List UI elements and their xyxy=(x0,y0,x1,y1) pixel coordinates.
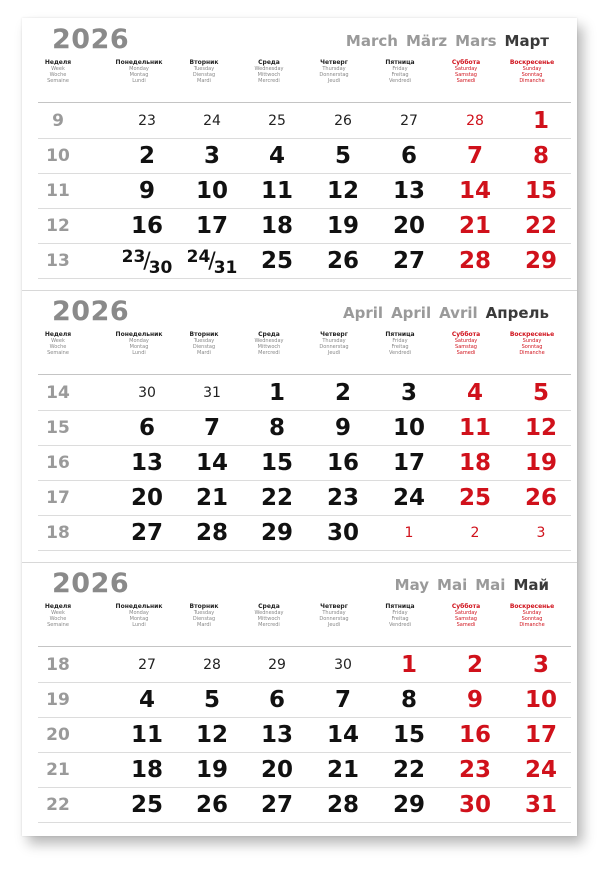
year-label: 2026 xyxy=(52,568,130,599)
weekday-name-translation: Semaine xyxy=(47,78,69,84)
weekday-name-translation: Jeudi xyxy=(327,350,341,356)
weekday-name-translation: Woche xyxy=(49,344,67,350)
day-cell[interactable]: 30 xyxy=(458,792,491,818)
weekday-header-cell xyxy=(499,604,565,628)
weekday-name-translation: Wednesday xyxy=(254,338,284,344)
month-names xyxy=(338,32,549,50)
weekday-name-translation: Lundi xyxy=(132,622,146,628)
day-cell[interactable]: 1 xyxy=(404,525,414,541)
day-number: 30 xyxy=(148,258,173,278)
weekday-name-ru: Вторник xyxy=(189,603,219,610)
day-number: 23 xyxy=(121,247,146,267)
day-cell[interactable]: 22 xyxy=(392,757,425,783)
day-number: 24 xyxy=(186,247,211,267)
weekday-name-ru: Пятница xyxy=(385,59,415,66)
weekday-name-ru: Четверг xyxy=(320,603,348,610)
weekday-header-cell xyxy=(301,604,367,628)
day-cell[interactable]: 21 xyxy=(458,213,491,239)
day-cell[interactable]: 29 xyxy=(392,792,425,818)
weekday-name-translation: Tuesday xyxy=(193,66,215,72)
day-cell[interactable]: 29 xyxy=(524,248,557,274)
day-cell[interactable] xyxy=(179,244,245,278)
weekday-name-ru: Вторник xyxy=(189,331,219,338)
weekday-header-cell xyxy=(301,332,367,356)
weekday-header-cell xyxy=(106,332,172,356)
weekday-header-cell xyxy=(236,60,302,84)
day-cell[interactable]: 19 xyxy=(326,213,359,239)
weekday-header-cell xyxy=(38,604,78,628)
day-cell[interactable]: 14 xyxy=(326,722,359,748)
year-label: 2026 xyxy=(52,296,130,327)
weekday-name-translation: Mittwoch xyxy=(257,72,281,78)
weekday-header-cell xyxy=(171,60,237,84)
weekday-header xyxy=(22,60,577,100)
weekday-name-translation: Jeudi xyxy=(327,622,341,628)
day-cell[interactable]: 4 xyxy=(138,687,155,713)
weekday-name-ru: Четверг xyxy=(320,331,348,338)
day-cell[interactable]: 2 xyxy=(138,143,155,169)
day-cell[interactable]: 16 xyxy=(326,450,359,476)
week-row xyxy=(38,788,571,823)
day-cell[interactable]: 2 xyxy=(334,380,351,406)
weekday-name-translation: Donnerstag xyxy=(319,72,349,78)
weekday-name-translation: Week xyxy=(51,338,65,344)
weekday-name-ru: Понедельник xyxy=(115,59,163,66)
weekday-name-translation: Wednesday xyxy=(254,610,284,616)
day-cell[interactable]: 13 xyxy=(260,722,293,748)
weekday-name-translation: Dimanche xyxy=(519,350,545,356)
week-number: 18 xyxy=(46,523,70,543)
day-cell[interactable]: 10 xyxy=(195,178,228,204)
day-cell[interactable]: 27 xyxy=(400,113,418,129)
weekday-name-ru: Неделя xyxy=(44,603,72,610)
day-cell[interactable]: 1 xyxy=(532,108,549,134)
weekday-name-translation: Donnerstag xyxy=(319,344,349,350)
day-cell[interactable]: 6 xyxy=(400,143,417,169)
day-cell[interactable]: 7 xyxy=(334,687,351,713)
day-cell[interactable]: 6 xyxy=(268,687,285,713)
day-cell[interactable]: 7 xyxy=(466,143,483,169)
weekday-name-translation: Friday xyxy=(392,610,408,616)
day-cell[interactable]: 8 xyxy=(400,687,417,713)
day-cell[interactable]: 20 xyxy=(260,757,293,783)
day-cell[interactable]: 26 xyxy=(326,248,359,274)
month-names xyxy=(387,576,549,594)
week-number: 14 xyxy=(46,383,70,403)
weekday-name-translation: Sonntag xyxy=(521,616,543,622)
day-cell[interactable]: 9 xyxy=(138,178,155,204)
weekday-header-cell xyxy=(171,604,237,628)
day-cell[interactable]: 31 xyxy=(524,792,557,818)
month-separator xyxy=(22,562,577,563)
day-cell[interactable]: 3 xyxy=(532,652,549,678)
weekday-name-ru: Воскресенье xyxy=(509,59,555,66)
day-cell[interactable]: 10 xyxy=(392,415,425,441)
day-cell[interactable]: 9 xyxy=(466,687,483,713)
day-cell[interactable]: 16 xyxy=(130,213,163,239)
day-cell[interactable] xyxy=(114,244,180,278)
weekday-name-translation: Semaine xyxy=(47,622,69,628)
day-cell[interactable]: 2 xyxy=(466,652,483,678)
weekday-header-cell xyxy=(433,60,499,84)
weekday-header-cell xyxy=(499,332,565,356)
day-cell[interactable]: 8 xyxy=(532,143,549,169)
day-cell[interactable]: 27 xyxy=(138,657,156,673)
day-cell[interactable]: 11 xyxy=(458,415,491,441)
day-cell[interactable]: 30 xyxy=(334,657,352,673)
day-pair xyxy=(186,247,238,278)
weekday-name-translation: Sunday xyxy=(522,338,542,344)
week-row xyxy=(38,648,571,683)
day-cell[interactable]: 30 xyxy=(138,385,156,401)
weekday-name-ru: Неделя xyxy=(44,59,72,66)
week-row xyxy=(38,753,571,788)
weekday-name-translation: Vendredi xyxy=(388,350,412,356)
day-cell[interactable]: 31 xyxy=(203,385,221,401)
month-separator xyxy=(22,290,577,291)
month-name: April xyxy=(391,304,432,322)
weekday-name-translation: Freitag xyxy=(391,344,409,350)
week-number: 18 xyxy=(46,655,70,675)
day-cell[interactable]: 22 xyxy=(260,485,293,511)
weekday-header-cell xyxy=(499,60,565,84)
week-row xyxy=(38,209,571,244)
weekday-name-translation: Donnerstag xyxy=(319,616,349,622)
day-cell[interactable]: 28 xyxy=(195,520,228,546)
header-divider xyxy=(38,102,571,103)
day-cell[interactable]: 25 xyxy=(260,248,293,274)
weekday-header xyxy=(22,604,577,644)
month-name: Март xyxy=(504,32,549,50)
weekday-name-translation: Montag xyxy=(129,616,149,622)
day-cell[interactable]: 5 xyxy=(532,380,549,406)
slash: / xyxy=(208,249,216,274)
week-row xyxy=(38,376,571,411)
day-cell[interactable]: 23 xyxy=(326,485,359,511)
day-cell[interactable]: 14 xyxy=(195,450,228,476)
day-cell[interactable]: 11 xyxy=(130,722,163,748)
header-divider xyxy=(38,646,571,647)
weekday-name-translation: Saturday xyxy=(454,338,478,344)
day-cell[interactable]: 27 xyxy=(130,520,163,546)
week-number: 12 xyxy=(46,216,70,236)
week-row xyxy=(38,104,571,139)
month-name: Mai xyxy=(437,576,468,594)
day-cell[interactable]: 26 xyxy=(195,792,228,818)
weekday-name-ru: Воскресенье xyxy=(509,331,555,338)
slash: / xyxy=(143,249,151,274)
day-cell[interactable]: 19 xyxy=(195,757,228,783)
weekday-header-cell xyxy=(236,604,302,628)
day-cell[interactable]: 18 xyxy=(130,757,163,783)
weekday-name-translation: Friday xyxy=(392,338,408,344)
day-cell[interactable]: 22 xyxy=(524,213,557,239)
day-cell[interactable]: 27 xyxy=(392,248,425,274)
week-row xyxy=(38,718,571,753)
day-cell[interactable]: 23 xyxy=(138,113,156,129)
weekday-header-cell xyxy=(38,332,78,356)
week-number: 22 xyxy=(46,795,70,815)
weekday-name-translation: Friday xyxy=(392,66,408,72)
weekday-name-translation: Montag xyxy=(129,72,149,78)
day-cell[interactable]: 19 xyxy=(524,450,557,476)
weekday-name-translation: Thursday xyxy=(322,338,346,344)
weekday-name-translation: Thursday xyxy=(322,610,346,616)
day-cell[interactable]: 28 xyxy=(466,113,484,129)
day-cell[interactable]: 30 xyxy=(326,520,359,546)
day-cell[interactable]: 13 xyxy=(392,178,425,204)
weekday-name-ru: Неделя xyxy=(44,331,72,338)
weekday-header-cell xyxy=(106,604,172,628)
week-row xyxy=(38,516,571,551)
day-cell[interactable]: 17 xyxy=(524,722,557,748)
day-cell[interactable]: 3 xyxy=(400,380,417,406)
week-row xyxy=(38,139,571,174)
weekday-name-translation: Samstag xyxy=(455,344,477,350)
week-row xyxy=(38,446,571,481)
weekday-name-translation: Mittwoch xyxy=(257,344,281,350)
weekday-name-translation: Samedi xyxy=(456,622,476,628)
weekday-name-translation: Samstag xyxy=(455,616,477,622)
day-cell[interactable]: 6 xyxy=(138,415,155,441)
day-cell[interactable]: 3 xyxy=(536,525,546,541)
weekday-name-translation: Saturday xyxy=(454,66,478,72)
weekday-name-ru: Воскресенье xyxy=(509,603,555,610)
weekday-name-translation: Tuesday xyxy=(193,338,215,344)
weekday-header-cell xyxy=(433,332,499,356)
weekday-name-ru: Пятница xyxy=(385,331,415,338)
day-cell[interactable]: 17 xyxy=(195,213,228,239)
week-row xyxy=(38,244,571,279)
weekday-name-ru: Суббота xyxy=(451,331,481,338)
week-row xyxy=(38,481,571,516)
month-name: Mars xyxy=(455,32,497,50)
day-cell[interactable]: 25 xyxy=(130,792,163,818)
day-cell[interactable]: 16 xyxy=(458,722,491,748)
weekday-header-cell xyxy=(367,604,433,628)
weekday-name-translation: Monday xyxy=(129,66,149,72)
weekday-name-translation: Sunday xyxy=(522,610,542,616)
weekday-name-translation: Dienstag xyxy=(192,72,216,78)
weekday-name-translation: Mardi xyxy=(197,622,211,628)
day-cell[interactable]: 15 xyxy=(524,178,557,204)
day-cell[interactable]: 10 xyxy=(524,687,557,713)
month-block xyxy=(22,290,577,562)
day-cell[interactable]: 26 xyxy=(524,485,557,511)
day-cell[interactable]: 8 xyxy=(268,415,285,441)
weekday-header-cell xyxy=(236,332,302,356)
weekday-name-translation: Mittwoch xyxy=(257,616,281,622)
month-name: Avril xyxy=(439,304,478,322)
weekday-name-ru: Среда xyxy=(258,603,280,610)
weekday-name-translation: Dimanche xyxy=(519,78,545,84)
week-number: 20 xyxy=(46,725,70,745)
weekday-name-translation: Saturday xyxy=(454,610,478,616)
weekday-name-translation: Semaine xyxy=(47,350,69,356)
weekday-name-ru: Вторник xyxy=(189,59,219,66)
day-cell[interactable]: 20 xyxy=(130,485,163,511)
weekday-name-translation: Freitag xyxy=(391,616,409,622)
day-cell[interactable]: 13 xyxy=(130,450,163,476)
day-cell[interactable]: 27 xyxy=(260,792,293,818)
weekday-name-translation: Lundi xyxy=(132,350,146,356)
month-name: March xyxy=(345,32,398,50)
week-row xyxy=(38,174,571,209)
weekday-name-translation: Mercredi xyxy=(258,622,280,628)
weekday-header-cell xyxy=(38,60,78,84)
weekday-name-translation: Samedi xyxy=(456,350,476,356)
day-cell[interactable]: 26 xyxy=(334,113,352,129)
day-cell[interactable]: 3 xyxy=(203,143,220,169)
month-names xyxy=(335,304,549,322)
month-block xyxy=(22,18,577,290)
day-cell[interactable]: 11 xyxy=(260,178,293,204)
weekday-name-translation: Wednesday xyxy=(254,66,284,72)
day-number: 31 xyxy=(213,258,238,278)
day-pair xyxy=(121,247,173,278)
calendar-sheet xyxy=(22,18,577,836)
month-name: Май xyxy=(513,576,549,594)
day-cell[interactable]: 5 xyxy=(203,687,220,713)
year-label: 2026 xyxy=(52,24,130,55)
day-cell[interactable]: 24 xyxy=(524,757,557,783)
day-cell[interactable]: 28 xyxy=(203,657,221,673)
day-cell[interactable]: 12 xyxy=(326,178,359,204)
day-cell[interactable]: 1 xyxy=(268,380,285,406)
day-cell[interactable]: 25 xyxy=(458,485,491,511)
month-name: May xyxy=(394,576,430,594)
week-row xyxy=(38,683,571,718)
month-block xyxy=(22,562,577,834)
day-cell[interactable]: 24 xyxy=(203,113,221,129)
weekday-header xyxy=(22,332,577,372)
weekday-name-translation: Dienstag xyxy=(192,616,216,622)
day-cell[interactable]: 14 xyxy=(458,178,491,204)
day-cell[interactable]: 28 xyxy=(326,792,359,818)
weekday-header-cell xyxy=(367,60,433,84)
week-number: 10 xyxy=(46,146,70,166)
day-cell[interactable]: 15 xyxy=(392,722,425,748)
day-cell[interactable]: 1 xyxy=(400,652,417,678)
day-cell[interactable]: 9 xyxy=(334,415,351,441)
weekday-name-translation: Sunday xyxy=(522,66,542,72)
weekday-name-translation: Freitag xyxy=(391,72,409,78)
weekday-name-translation: Sonntag xyxy=(521,72,543,78)
weekday-header-cell xyxy=(106,60,172,84)
day-cell[interactable]: 21 xyxy=(195,485,228,511)
header-divider xyxy=(38,374,571,375)
day-cell[interactable]: 24 xyxy=(392,485,425,511)
weekday-name-translation: Mardi xyxy=(197,350,211,356)
weekday-name-ru: Четверг xyxy=(320,59,348,66)
day-cell[interactable]: 12 xyxy=(195,722,228,748)
weekday-name-translation: Week xyxy=(51,610,65,616)
week-number: 9 xyxy=(52,111,64,131)
weekday-name-ru: Понедельник xyxy=(115,331,163,338)
week-number: 17 xyxy=(46,488,70,508)
weekday-name-translation: Dienstag xyxy=(192,344,216,350)
week-number: 11 xyxy=(46,181,70,201)
day-cell[interactable]: 29 xyxy=(268,657,286,673)
day-cell[interactable]: 18 xyxy=(260,213,293,239)
weekday-header-cell xyxy=(367,332,433,356)
weekday-name-ru: Среда xyxy=(258,331,280,338)
weekday-name-translation: Woche xyxy=(49,72,67,78)
day-cell[interactable]: 21 xyxy=(326,757,359,783)
weekday-name-translation: Mardi xyxy=(197,78,211,84)
week-number: 19 xyxy=(46,690,70,710)
day-cell[interactable]: 17 xyxy=(392,450,425,476)
weekday-name-translation: Thursday xyxy=(322,66,346,72)
weekday-name-translation: Sonntag xyxy=(521,344,543,350)
weekday-name-ru: Суббота xyxy=(451,603,481,610)
week-number: 16 xyxy=(46,453,70,473)
month-name: Апрель xyxy=(485,304,549,322)
week-number: 21 xyxy=(46,760,70,780)
day-cell[interactable]: 7 xyxy=(203,415,220,441)
weekday-name-translation: Montag xyxy=(129,344,149,350)
weekday-name-translation: Vendredi xyxy=(388,78,412,84)
month-name: April xyxy=(343,304,384,322)
weekday-name-translation: Tuesday xyxy=(193,610,215,616)
weekday-name-translation: Woche xyxy=(49,616,67,622)
weekday-name-ru: Суббота xyxy=(451,59,481,66)
weekday-name-ru: Понедельник xyxy=(115,603,163,610)
day-cell[interactable]: 12 xyxy=(524,415,557,441)
weekday-name-translation: Dimanche xyxy=(519,622,545,628)
week-row xyxy=(38,411,571,446)
day-cell[interactable]: 2 xyxy=(470,525,480,541)
weekday-name-ru: Пятница xyxy=(385,603,415,610)
day-cell[interactable]: 18 xyxy=(458,450,491,476)
day-cell[interactable]: 4 xyxy=(268,143,285,169)
day-cell[interactable]: 28 xyxy=(458,248,491,274)
day-cell[interactable]: 4 xyxy=(466,380,483,406)
weekday-name-translation: Mercredi xyxy=(258,350,280,356)
weekday-name-translation: Lundi xyxy=(132,78,146,84)
day-cell[interactable]: 20 xyxy=(392,213,425,239)
weekday-name-translation: Monday xyxy=(129,610,149,616)
weekday-name-translation: Vendredi xyxy=(388,622,412,628)
week-number: 13 xyxy=(46,251,70,271)
month-name: Mai xyxy=(475,576,506,594)
weekday-name-translation: Mercredi xyxy=(258,78,280,84)
weekday-name-translation: Monday xyxy=(129,338,149,344)
day-cell[interactable]: 25 xyxy=(268,113,286,129)
weekday-name-translation: Samedi xyxy=(456,78,476,84)
weekday-name-translation: Jeudi xyxy=(327,78,341,84)
weekday-header-cell xyxy=(171,332,237,356)
day-cell[interactable]: 15 xyxy=(260,450,293,476)
day-cell[interactable]: 29 xyxy=(260,520,293,546)
weekday-name-ru: Среда xyxy=(258,59,280,66)
weekday-name-translation: Samstag xyxy=(455,72,477,78)
day-cell[interactable]: 23 xyxy=(458,757,491,783)
weekday-header-cell xyxy=(433,604,499,628)
weekday-header-cell xyxy=(301,60,367,84)
day-cell[interactable]: 5 xyxy=(334,143,351,169)
month-name: März xyxy=(405,32,448,50)
weekday-name-translation: Week xyxy=(51,66,65,72)
week-number: 15 xyxy=(46,418,70,438)
